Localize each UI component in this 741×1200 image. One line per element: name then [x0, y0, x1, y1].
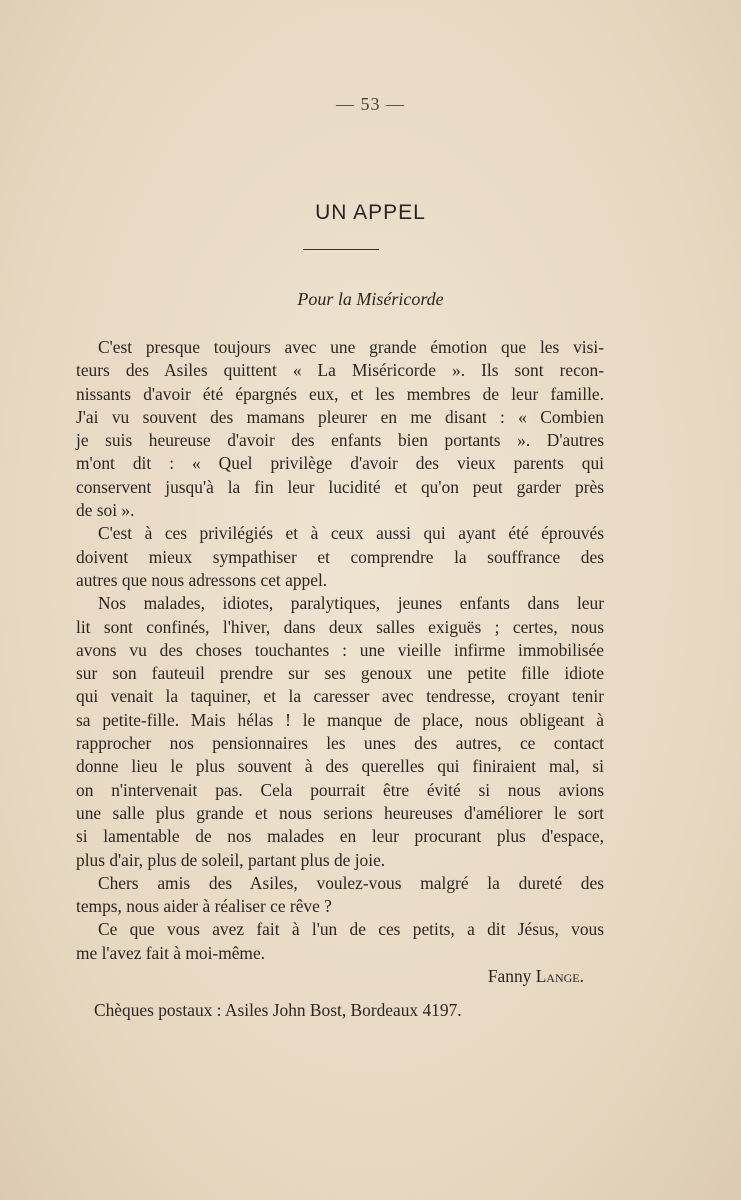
- page-title: UN APPEL: [315, 201, 426, 224]
- text-line: me l'avez fait à moi-même.: [76, 942, 266, 963]
- signature: [76, 965, 604, 988]
- text-line: m'ont dit : « Quel privilège d'avoir des vieux parents qui: [76, 453, 604, 474]
- signature-first-name: Fanny: [487, 966, 536, 987]
- text-line: de soi ».: [76, 500, 135, 521]
- text-line: nissants d'avoir été épargnés eux, et les membres de leur famille.: [76, 383, 604, 404]
- text-line: on n'intervenait pas. Cela pourrait être évité si nous avions: [76, 779, 604, 800]
- body-text: [76, 336, 604, 988]
- page-number: — 53 —: [336, 94, 405, 114]
- text-line: je suis heureuse d'avoir des enfants bien portants ». D'autres: [76, 430, 604, 451]
- text-line: sa petite-fille. Mais hélas ! le manque de place, nous obligeant à: [76, 709, 604, 730]
- text-line: temps, nous aider à réaliser ce rêve ?: [76, 896, 332, 917]
- text-line: une salle plus grande et nous serions heureuses d'améliorer le sort: [76, 802, 604, 823]
- text-line: donne lieu le plus souvent à des querelles qui finiraient mal, si: [76, 756, 604, 777]
- text-line: qui venait la taquiner, et la caresser avec tendresse, croyant tenir: [76, 686, 604, 707]
- text-line: C'est à ces privilégiés et à ceux aussi qui ayant été éprouvés: [98, 523, 604, 544]
- text-line: plus d'air, plus de soleil, partant plus de joie.: [76, 849, 386, 870]
- text-line: rapprocher nos pensionnaires les unes des autres, ce contact: [76, 733, 604, 754]
- cheques-line: Chèques postaux : Asiles John Bost, Bordeaux 4197.: [94, 1000, 462, 1020]
- text-line: Nos malades, idiotes, paralytiques, jeunes enfants dans leur: [98, 593, 604, 614]
- text-line: lit sont confinés, l'hiver, dans deux salles exiguës ; certes, nous: [76, 616, 604, 637]
- text-line: doivent mieux sympathiser et comprendre la souffrance des: [76, 546, 604, 567]
- text-line: Ce que vous avez fait à l'un de ces petits, a dit Jésus, vous: [98, 919, 604, 940]
- text-line: C'est presque toujours avec une grande émotion que les visi-: [98, 337, 604, 357]
- text-line: si lamentable de nos malades en leur procurant plus d'espace,: [76, 826, 604, 847]
- text-line: J'ai vu souvent des mamans pleurer en me disant : « Combien: [76, 406, 604, 427]
- text-line: autres que nous adressons cet appel.: [76, 569, 328, 590]
- subtitle: Pour la Miséricorde: [297, 289, 444, 309]
- signature-last-name: Lange.: [535, 966, 584, 987]
- text-line: sur son fauteuil prendre sur ses genoux une petite fille idiote: [76, 663, 604, 684]
- text-line: avons vu des choses touchantes : une vieille infirme immobilisée: [76, 639, 604, 660]
- text-line: teurs des Asiles quittent « La Miséricorde ». Ils sont recon-: [76, 360, 604, 381]
- text-line: Chers amis des Asiles, voulez-vous malgré la dureté des: [98, 872, 604, 893]
- title-rule: [303, 249, 379, 250]
- text-line: conservent jusqu'à la fin leur lucidité et qu'on peut garder près: [76, 476, 604, 497]
